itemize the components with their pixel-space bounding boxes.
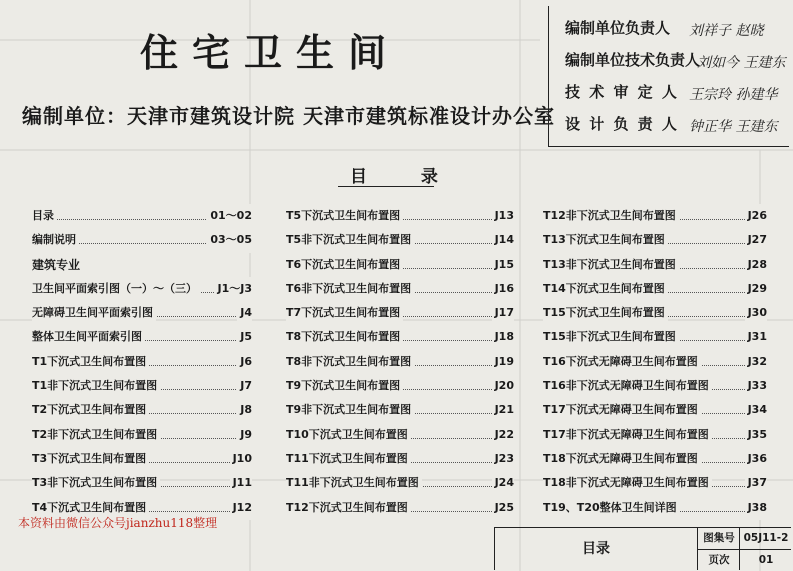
toc-entry-page: J18: [492, 325, 514, 349]
toc-entry: [543, 447, 767, 471]
toc-entry-page: J37: [745, 471, 767, 495]
toc-entry: [543, 471, 767, 495]
toc-entry-page: J14: [492, 228, 514, 252]
toc-entry-title: T12非下沉式卫生间布置图: [543, 204, 679, 228]
toc-entry-page: J38: [745, 496, 767, 520]
toc-entry-page: J5: [237, 325, 252, 349]
page-number: 01: [758, 554, 774, 566]
toc-column-3: [543, 204, 767, 520]
toc-entry-title: T8下沉式卫生间布置图: [286, 325, 403, 349]
toc-entry: [286, 447, 514, 471]
toc-entry-page: J23: [492, 447, 514, 471]
toc-entry-title: T3下沉式卫生间布置图: [32, 447, 149, 471]
toc-entry: [543, 325, 767, 349]
title-block-divider: [697, 549, 791, 550]
signature-role: 编制单位技术负责人: [565, 51, 701, 69]
toc-entry: [286, 374, 514, 398]
toc-entry-title: T17下沉式无障碍卫生间布置图: [543, 398, 701, 422]
toc-entry: [543, 398, 767, 422]
toc-entry-title: 编制说明: [32, 228, 79, 252]
title-block: [494, 527, 791, 570]
page-title: 住宅卫生间: [140, 30, 401, 75]
toc-entry: [32, 253, 252, 277]
toc-entry-title: T19、T20整体卫生间详图: [543, 496, 680, 520]
toc-entry: [32, 423, 252, 447]
toc-entry: [286, 350, 514, 374]
toc-entry-title: T17非下沉式无障碍卫生间布置图: [543, 423, 712, 447]
toc-entry: [286, 301, 514, 325]
signature-row: [565, 78, 679, 106]
toc-entry-page: J26: [745, 204, 767, 228]
toc-entry-page: 01～02: [207, 204, 252, 228]
signature-names: 王宗玲 孙建华: [689, 87, 778, 103]
signature-row: [565, 110, 679, 138]
signature-names: 钟正华 王建东: [689, 119, 778, 135]
toc-entry: [286, 277, 514, 301]
toc-entry-title: T9非下沉式卫生间布置图: [286, 398, 414, 422]
toc-entry: [32, 447, 252, 471]
signature-row: [565, 46, 700, 74]
toc-entry: [32, 277, 252, 301]
toc-entry-title: T14下沉式卫生间布置图: [543, 277, 668, 301]
toc-entry-page: J6: [237, 350, 252, 374]
toc-entry: [543, 496, 767, 520]
toc-entry: [286, 471, 514, 495]
toc-entry: [32, 204, 252, 228]
toc-entry-page: J19: [492, 350, 514, 374]
toc-entry-title: 建筑专业: [32, 253, 83, 277]
toc-entry: [543, 374, 767, 398]
toc-entry-page: J8: [237, 398, 252, 422]
toc-entry: [543, 301, 767, 325]
toc-entry-page: J20: [492, 374, 514, 398]
toc-entry-page: J11: [230, 471, 252, 495]
toc-entry-title: T7下沉式卫生间布置图: [286, 301, 403, 325]
toc-entry: [286, 204, 514, 228]
toc-entry-page: J25: [492, 496, 514, 520]
toc-entry-page: J16: [492, 277, 514, 301]
toc-entry: [32, 374, 252, 398]
toc-entry-page: J4: [237, 301, 252, 325]
toc-entry-page: J10: [230, 447, 252, 471]
toc-entry-title: T9下沉式卫生间布置图: [286, 374, 403, 398]
toc-entry-page: J15: [492, 253, 514, 277]
toc-entry-title: 无障碍卫生间平面索引图: [32, 301, 156, 325]
toc-entry: [32, 228, 252, 252]
toc-entry-title: 卫生间平面索引图（一）～（三）: [32, 277, 200, 301]
signature-row: [565, 14, 670, 42]
toc-entry-title: 目录: [32, 204, 57, 228]
signature-role: 设 计 负 责 人: [565, 115, 679, 133]
watermark-note: 本资料由微信公众号jianzhu118整理: [18, 516, 218, 530]
signature-names: 刘如今 王建东: [697, 55, 786, 71]
toc-entry-page: J36: [745, 447, 767, 471]
toc-entry: [32, 301, 252, 325]
toc-entry-page: J9: [237, 423, 252, 447]
toc-heading: 目 录: [350, 167, 462, 187]
title-block-divider: [739, 528, 740, 570]
toc-entry-page: J28: [745, 253, 767, 277]
toc-entry-page: J12: [230, 496, 252, 520]
toc-entry: [286, 325, 514, 349]
toc-entry: [543, 253, 767, 277]
toc-entry-title: 整体卫生间平面索引图: [32, 325, 145, 349]
sheet-name: 目录: [495, 528, 698, 570]
toc-entry-page: 03～05: [207, 228, 252, 252]
toc-heading-underline: [338, 186, 434, 187]
atlas-number-label: 图集号: [703, 532, 735, 544]
toc-entry: [32, 350, 252, 374]
toc-entry-page: J31: [745, 325, 767, 349]
toc-entry: [286, 398, 514, 422]
toc-entry-page: J1～J3: [215, 277, 253, 301]
toc-entry-title: T6非下沉式卫生间布置图: [286, 277, 414, 301]
toc-entry-title: T3非下沉式卫生间布置图: [32, 471, 160, 495]
toc-entry-page: J35: [745, 423, 767, 447]
page-number-label: 页次: [708, 554, 730, 566]
toc-entry-title: T6下沉式卫生间布置图: [286, 253, 403, 277]
toc-entry-title: T16非下沉式无障碍卫生间布置图: [543, 374, 712, 398]
signature-role: 技 术 审 定 人: [565, 83, 679, 101]
compiling-organization: 编制单位：天津市建筑设计院 天津市建筑标准设计办公室: [22, 104, 555, 128]
toc-entry: [543, 423, 767, 447]
toc-entry-page: J17: [492, 301, 514, 325]
toc-entry-title: T12下沉式卫生间布置图: [286, 496, 411, 520]
toc-entry: [286, 228, 514, 252]
toc-entry-page: J32: [745, 350, 767, 374]
toc-entry-page: J7: [237, 374, 252, 398]
toc-entry: [543, 204, 767, 228]
toc-entry: [543, 277, 767, 301]
toc-entry-page: J30: [745, 301, 767, 325]
toc-entry-page: J33: [745, 374, 767, 398]
toc-entry-title: T18非下沉式无障碍卫生间布置图: [543, 471, 712, 495]
toc-entry-title: T15非下沉式卫生间布置图: [543, 325, 679, 349]
toc-entry-title: T2下沉式卫生间布置图: [32, 398, 149, 422]
toc-entry-title: T5非下沉式卫生间布置图: [286, 228, 414, 252]
signature-block: [548, 6, 789, 147]
toc-entry-title: T16下沉式无障碍卫生间布置图: [543, 350, 701, 374]
toc-column-2: [286, 204, 514, 520]
toc-entry-title: T10下沉式卫生间布置图: [286, 423, 411, 447]
toc-entry: [543, 350, 767, 374]
toc-entry: [286, 496, 514, 520]
toc-entry-page: J27: [745, 228, 767, 252]
toc-entry-title: T4下沉式卫生间布置图: [32, 496, 149, 520]
toc-entry-title: T18下沉式无障碍卫生间布置图: [543, 447, 701, 471]
signature-role: 编制单位负责人: [565, 19, 671, 37]
toc-entry: [286, 253, 514, 277]
toc-entry-title: T11非下沉式卫生间布置图: [286, 471, 422, 495]
toc-entry: [32, 325, 252, 349]
toc-entry: [543, 228, 767, 252]
toc-entry: [32, 471, 252, 495]
toc-entry-title: T1下沉式卫生间布置图: [32, 350, 149, 374]
toc-entry: [286, 423, 514, 447]
toc-entry-title: T11下沉式卫生间布置图: [286, 447, 411, 471]
toc-entry-title: T2非下沉式卫生间布置图: [32, 423, 160, 447]
toc-entry-title: T15下沉式卫生间布置图: [543, 301, 668, 325]
toc-entry-page: J24: [492, 471, 514, 495]
toc-entry-page: J13: [492, 204, 514, 228]
toc-entry-title: T5下沉式卫生间布置图: [286, 204, 403, 228]
toc-entry-page: J22: [492, 423, 514, 447]
toc-entry-page: J29: [745, 277, 767, 301]
toc-entry-page: J34: [745, 398, 767, 422]
signature-names: 刘祥子 赵晓: [689, 23, 764, 39]
atlas-number: 05J11-2: [743, 532, 789, 544]
toc-entry: [32, 398, 252, 422]
toc-entry-title: T8非下沉式卫生间布置图: [286, 350, 414, 374]
toc-entry-title: T13非下沉式卫生间布置图: [543, 253, 679, 277]
toc-entry-page: J21: [492, 398, 514, 422]
toc-entry-title: T1非下沉式卫生间布置图: [32, 374, 160, 398]
toc-entry-title: T13下沉式卫生间布置图: [543, 228, 668, 252]
toc-column-1: [32, 204, 252, 520]
